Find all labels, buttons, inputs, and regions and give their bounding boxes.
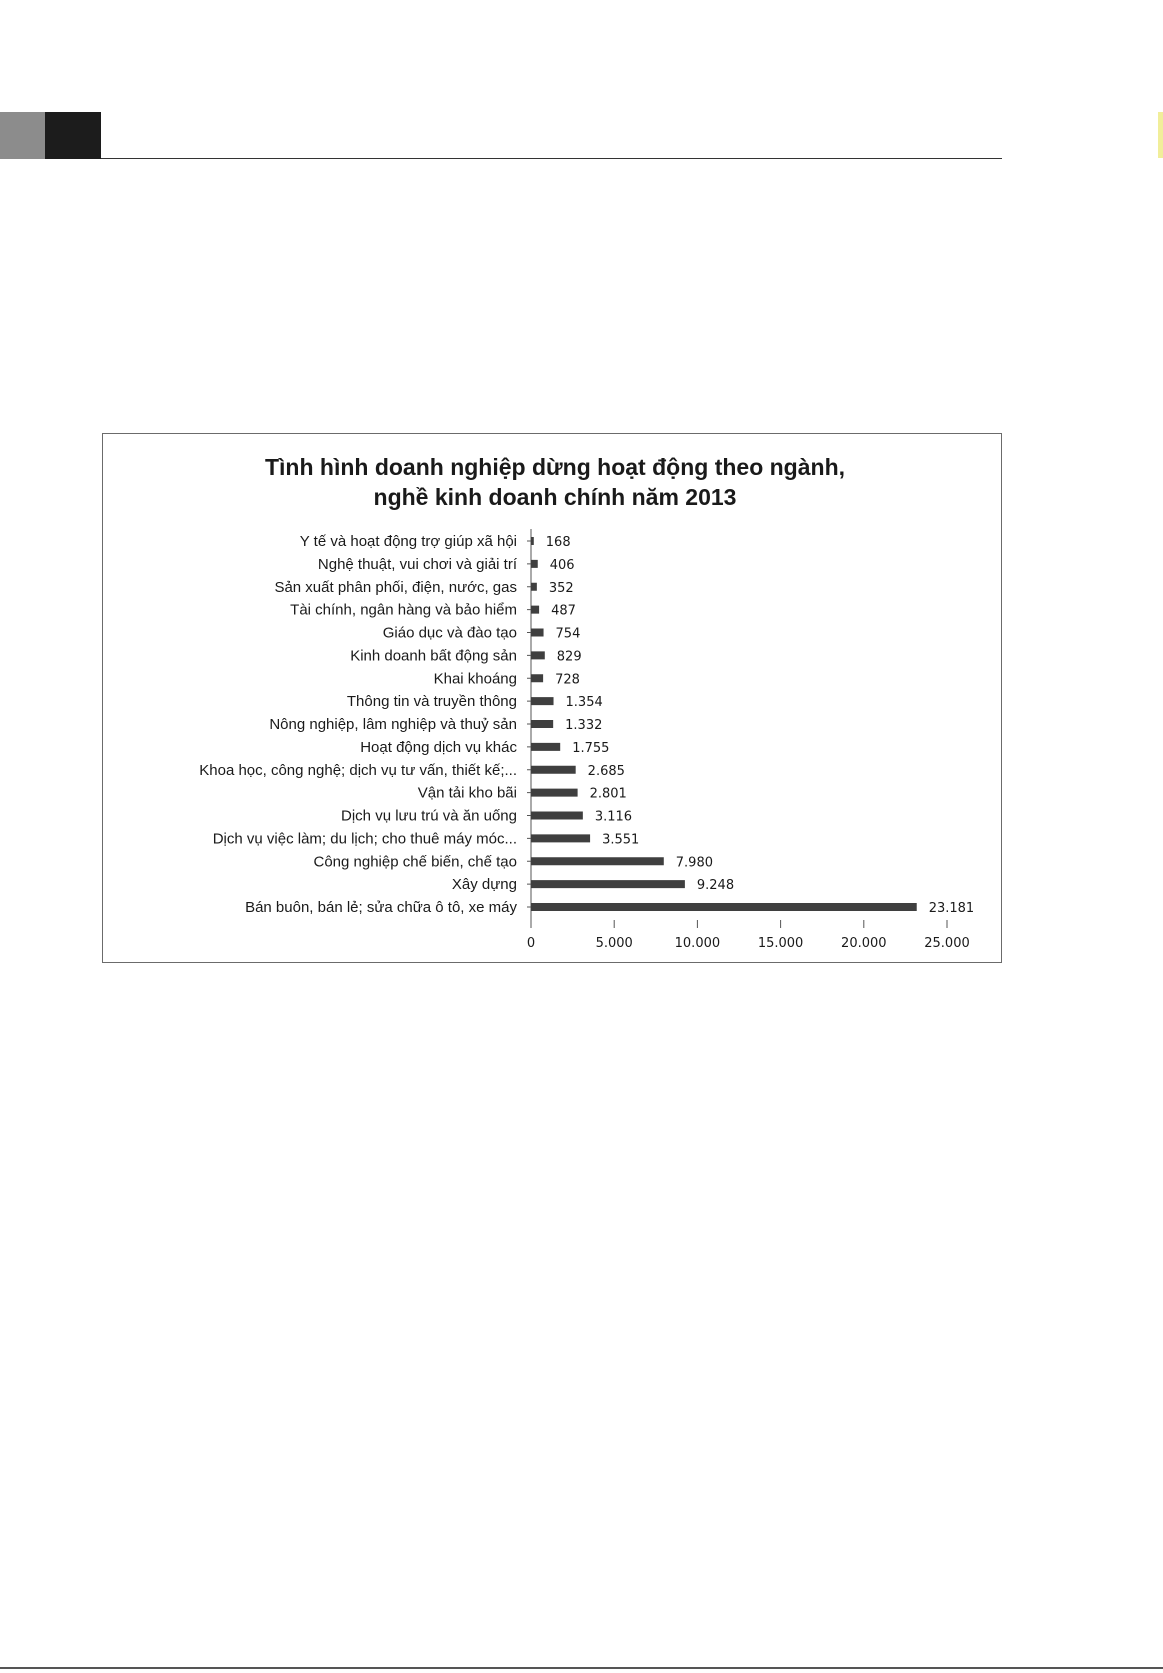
data-label: 1.755	[572, 740, 610, 756]
data-label: 2.685	[587, 763, 625, 779]
category-label: Dịch vụ lưu trú và ăn uống	[341, 807, 517, 825]
category-label: Công nghiệp chế biến, chế tạo	[313, 853, 517, 871]
category-label: Tài chính, ngân hàng và bảo hiểm	[290, 601, 517, 619]
bar	[531, 903, 917, 911]
x-tick-label: 0	[526, 936, 536, 951]
category-label: Sản xuất phân phối, điện, nước, gas	[274, 578, 517, 596]
data-label: 352	[548, 580, 574, 596]
category-label: Y tế và hoạt động trợ giúp xã hội	[299, 533, 517, 550]
data-label: 168	[545, 535, 571, 550]
bar	[531, 651, 545, 659]
data-label: 754	[555, 626, 581, 642]
chart-title-line-1: Tình hình doanh nghiệp dừng hoạt động theo ngành,	[264, 454, 846, 480]
data-label: 1.354	[565, 695, 603, 711]
bar	[531, 629, 544, 637]
bar	[531, 766, 576, 774]
category-label: Kinh doanh bất động sản	[350, 647, 517, 665]
data-label: 728	[555, 672, 580, 688]
chart-title-line-2: nghề kinh doanh chính năm 2013	[373, 484, 737, 510]
header-rule	[101, 158, 1002, 159]
data-label: 3.551	[602, 832, 640, 848]
plot-area	[199, 529, 974, 951]
category-label: Vận tải kho bãi	[417, 784, 517, 802]
x-tick-label: 25.000	[924, 936, 970, 951]
x-tick-label: 5.000	[595, 936, 633, 951]
data-label: 9.248	[696, 878, 735, 894]
bar	[531, 560, 538, 568]
bar	[531, 789, 578, 797]
category-label: Giáo dục và đào tạo	[382, 624, 517, 642]
bar	[531, 834, 590, 842]
bar	[531, 743, 560, 751]
bar	[531, 606, 539, 614]
x-tick-label: 10.000	[674, 936, 721, 951]
chapter-tab-black	[45, 112, 101, 159]
bar	[531, 857, 664, 865]
bar	[531, 697, 554, 705]
category-label: Xây dựng	[451, 876, 517, 894]
page-edge-mark	[1158, 112, 1163, 158]
x-tick-label: 15.000	[757, 936, 804, 951]
category-label: Khoa học, công nghệ; dịch vụ tư vấn, thiết kế;...	[199, 761, 517, 779]
data-label: 406	[549, 557, 575, 573]
data-label: 2.801	[589, 786, 627, 802]
category-label: Bán buôn, bán lẻ; sửa chữa ô tô, xe máy	[245, 899, 517, 916]
data-label: 487	[551, 603, 576, 619]
chapter-tab-gray	[0, 112, 45, 159]
bar	[531, 880, 685, 888]
bar	[531, 720, 553, 728]
category-label: Nghệ thuật, vui chơi và giải trí	[317, 555, 517, 573]
category-label: Khai khoáng	[433, 670, 517, 688]
data-label: 23.181	[928, 901, 975, 916]
chart-frame	[102, 433, 1002, 963]
data-label: 3.116	[594, 809, 633, 825]
bar	[531, 583, 537, 591]
bar	[531, 537, 534, 545]
category-label: Dịch vụ việc làm; du lịch; cho thuê máy móc...	[212, 830, 517, 848]
bar	[531, 674, 543, 682]
category-label: Thông tin và truyền thông	[346, 693, 517, 711]
category-label: Hoạt động dịch vụ khác	[360, 738, 517, 756]
x-tick-label: 20.000	[841, 936, 887, 951]
page-bottom-rule	[0, 1667, 1163, 1669]
data-label: 1.332	[565, 718, 603, 733]
bar-chart	[103, 434, 1003, 964]
data-label: 7.980	[675, 855, 714, 871]
data-label: 829	[556, 649, 582, 665]
bar	[531, 812, 583, 820]
category-label: Nông nghiệp, lâm nghiệp và thuỷ sản	[269, 716, 517, 733]
